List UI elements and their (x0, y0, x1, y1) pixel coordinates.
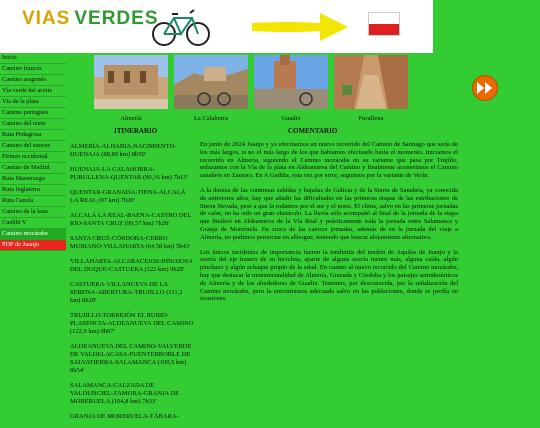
itinerary-stage: ALCALÁ LA REAL-BAENA-CASTRO DEL RÍO-SANTA CRUZ (99,57 km) 7h20' (70, 212, 192, 227)
sidebar-item-via-plata[interactable]: Vía de la plata (0, 97, 66, 108)
sidebar-item-camino-norte[interactable]: Camino del norte (0, 119, 66, 130)
itinerary-stage: VILLAHARTA-ALCARACEJOS-HINOJOSA DEL DUQUE-CASTUERA (122 km) 9h28' (70, 258, 193, 273)
logo-part-verdes: VERDES (74, 8, 159, 29)
itinerary-stage: ALDEANUEVA DEL CAMINO-VALVERDE DE VALDELACASA-FUENTERROBLE DE SALVATIERRA-SALAMANCA (100,5 km) 8h54' (70, 343, 192, 374)
sidebar-item-pdf-juanjo[interactable]: PDF de Juanjo (0, 240, 66, 251)
sidebar-item-ruta-canola[interactable]: Ruta Canola (0, 196, 66, 207)
itinerary-list (70, 143, 194, 428)
site-logo[interactable] (22, 8, 159, 30)
header-banner (0, 0, 433, 53)
itinerary-stage: ALMERÍA-ALHABIA-NACIMIENTO-HUENAJA (88,89 km) 8h50' (70, 143, 177, 158)
sidebar-item-ruta-pedagrosa[interactable]: Ruta Pedagrosa (0, 130, 66, 141)
sidebar-item-inicio[interactable]: Inicio (0, 53, 66, 64)
comment-text (200, 141, 458, 310)
photo-caption-la-calahorra: La Calahorra (193, 115, 229, 122)
sidebar-item-via-verde-aceite[interactable]: Vía verde del aceite (0, 86, 66, 97)
sidebar-item-pirineo-occidental[interactable]: Pirineo occidental (0, 152, 66, 163)
sidebar-item-camino-madrid[interactable]: Camino de Madrid (0, 163, 66, 174)
sidebar-nav (0, 53, 66, 405)
itinerary-stage: CASTUERA-VILLANUEVA DE LA SERENA-ABERTURA-TRUJILLO (111,2 km) 8h28' (70, 281, 183, 304)
itinerary-stage: QUENTAR-GRANADA-TIENA-ALCALÁ LA REAL (97 km) 7h20' (70, 189, 186, 204)
photo-la-calahorra[interactable] (174, 55, 248, 109)
sidebar-item-camino-lana[interactable]: Camino de la lana (0, 207, 66, 218)
sidebar-item-camino-mozarabe[interactable]: Camino mozárabe (0, 229, 66, 240)
sidebar-item-camino-frances[interactable]: Camino francés (0, 64, 66, 75)
page-body (0, 53, 540, 420)
itinerary-stage: TRUJILLO-TORREJÓN EL RUBIO-PLASENCIA-ALDEANUEVA DEL CAMINO (122,9 km) 9h07' (70, 312, 194, 335)
photo-caption-purullena: Purullena (358, 115, 384, 122)
comment-paragraph: Los únicos incidentes de importancia fueron la tendinitis del tendón de Aquiles de Juanjo y la avería del eje trasero de su bicicleta, aparte de alguna avería menor más, alguna caída, algún pinchazo y algún achaque propio de la edad. En cuanto al nuevo recorrido del Camino mozárabe, hay que destacar la monumentalidad de Almería, Granada y Córdoba y los paisajes semidesérticos de Almería y de los alrededores de Guadix. Tenemos, por desconocida, por la señalización del Camino mozárabe, pero la encontramos adecuada salvo en las poblaciones, donde se perdía en ocasiones. (200, 248, 458, 303)
double-chevron-right-icon (476, 81, 494, 95)
sidebar-item-camino-sureste[interactable]: Camino del sureste (0, 141, 66, 152)
logo-part-vias: VIAS (22, 8, 71, 29)
photo-guadix[interactable] (254, 55, 328, 109)
photo-almeria[interactable] (94, 55, 168, 109)
sidebar-item-ruta-inglaterra[interactable]: Ruta Inglaterra (0, 185, 66, 196)
bicycle-icon (150, 4, 212, 48)
photo-purullena[interactable] (334, 55, 408, 109)
photo-gallery (94, 55, 412, 122)
sidebar-item-ruta-maestrazgo[interactable]: Ruta Maestrazgo (0, 174, 66, 185)
main-content (66, 53, 540, 420)
comment-paragraph: En junio de 2024 Juanjo y yo efectuamos un nuevo recorrido del Camino de Santiago que sería de los más largos, si no el más largo de los que habíamos efectuado hasta el momento. Iniciamos el recorrido en Almería, siguiendo el Camino mozárabe en su variante que pasa por Trujillo, enlazamos con la Vía de la plata en Aldeanueva del Camino y finalmente acometimos el Camino sanabrés en Zamora. En A Gudiña, esta vez por error, seguimos por la variante de Verín. (200, 141, 458, 180)
comment-paragraph: A la dureza de las continuas subidas y bajadas de Galicia y de la Sierra de Sanabria, ya conocida de anteriores años, hay que añadir las dificultades en las primeras etapas de las estribaciones de Sierra Nevada, pese a que la rodamos por el sur y el norte. El clima, salvo en las primeras jornadas de calor, no ha sido un gran obstáculo. La lluvia sólo acompañó al final de la jornada de la etapa que finalizó en Aldeanueva de la Vía Real y prácticamente toda la jornada entre Salamanca y Granja de Moreruela. En cinco de las catorce jornadas, además de en la jornada del viaje a Almería, no pudimos pernoctar en albergue, teniendo que buscar alojamiento alternativo. (200, 186, 458, 241)
itinerary-stage: SANTA CRUZ-CÓRDOBA-CERRO MURIANO-VILLAHARTA (64,58 km) 5h43' (70, 235, 191, 250)
next-button[interactable] (472, 75, 498, 101)
sidebar-item-camino-portugues[interactable]: Camino portugués (0, 108, 66, 119)
arrow-right-icon (250, 9, 350, 45)
comment-heading: COMENTARIO (288, 127, 338, 135)
photo-caption-guadix: Guadix (281, 115, 301, 122)
sidebar-item-cuelibi[interactable]: Cuelibí V (0, 218, 66, 229)
itinerary-stage: SALAMANCA-CALZADA DE VALDUNCIEL-ZAMORA-GRANJA DE MORERUELA (104,8 km) 7h33' (70, 382, 180, 405)
spain-flag-icon[interactable] (368, 12, 400, 36)
itinerary-stage: GRANJA DE MORERUELA-TÁBARA- (70, 413, 179, 420)
sidebar-item-camino-aragones[interactable]: Camino aragonés (0, 75, 66, 86)
photo-caption-almeria: Almería (120, 115, 142, 122)
itinerary-stage: HUENAJA-LA CALAHORRA-PURULLENA-QUENTAR (90,16 km) 7h13' (70, 166, 188, 181)
itinerary-heading: ITINERARIO (114, 127, 158, 135)
